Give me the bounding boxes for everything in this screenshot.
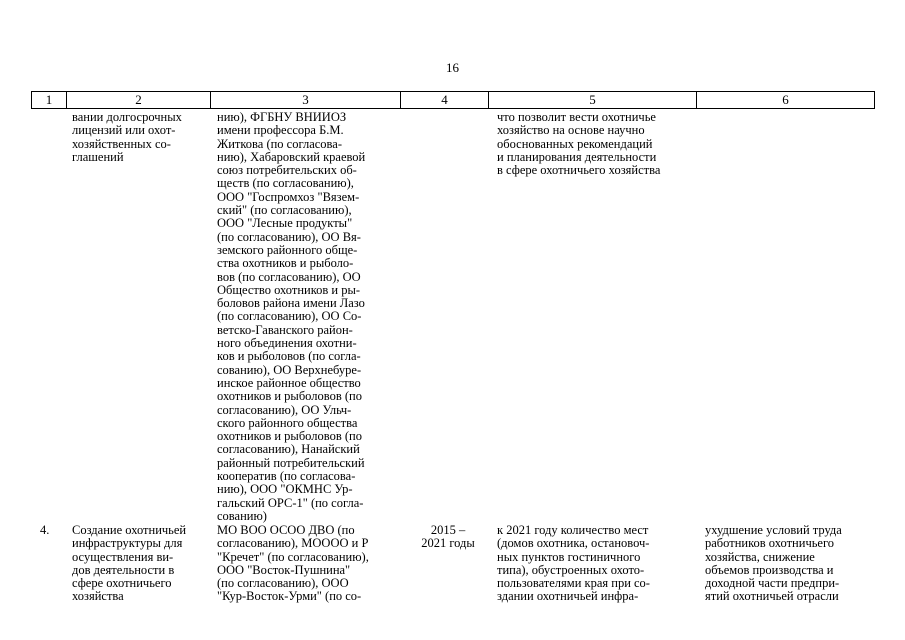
header-row [32,92,875,109]
text-line: ский" (по согласованию), [217,203,352,218]
row4-col4 [405,524,491,551]
text-line: кооператив (по согласова- [217,469,356,484]
text-line: ООО "Госпромхоз "Вязем- [217,189,360,204]
text-line: хозяйства [72,589,124,604]
text-line: сованию), ОО Верхнебуре- [217,362,362,377]
header-col-3: 3 [211,92,401,109]
text-line: инское районное общество [217,375,361,390]
text-line: согласованию), ОО Ульч- [217,402,352,417]
text-line: глашений [72,149,124,164]
text-line: ского районного общества [217,415,358,430]
row4-col2 [72,524,186,604]
text-line: ухудшение условий труда [705,523,842,537]
text-line: работников охотничьего [705,536,835,551]
text-line: ков и рыболовов (по согла- [217,349,361,364]
text-line: ществ (по согласованию), [217,176,354,191]
text-line: (по согласованию), ООО [217,576,349,591]
text-line: 2015 – [430,523,466,537]
text-line: охотников и рыболовов (по [217,389,362,404]
text-line: согласованию), Нанайский [217,442,360,457]
text-line: гальский ОРС-1" (по согла- [217,495,364,510]
text-line: (по согласованию), ОО Вя- [217,229,361,244]
text-line: согласованию), МОООО и Р [217,536,369,551]
text-line: Создание охотничьей [72,523,187,537]
text-line: Житкова (по согласова- [217,136,342,151]
text-line: ных пунктов гостиничного [497,549,641,564]
header-col-2: 2 [67,92,211,109]
text-line: пользователями края при со- [497,576,650,591]
text-line: боловов района имени Лазо [217,296,365,311]
header-col-5: 5 [489,92,697,109]
row4-col6 [705,524,842,604]
text-line: и планирования деятельности [497,149,657,164]
text-line: здании охотничьей инфра- [497,589,639,604]
text-line: к 2021 году количество мест [497,523,649,537]
text-line: ООО "Лесные продукты" [217,216,353,231]
text-line: ного объединения охотни- [217,336,357,351]
continuation-col5 [497,111,660,177]
text-line: вов (по согласованию), ОО [217,269,361,284]
text-line: что позволит вести охотничье [497,110,656,124]
text-line: хозяйство на основе научно [497,123,645,138]
text-line: вании долгосрочных [72,110,182,124]
text-line: ветско-Гаванского район- [217,322,353,337]
text-line: инфраструктуры для [72,536,183,551]
continuation-col2 [72,111,182,164]
text-line: нию), Хабаровский краевой [217,149,366,164]
text-line: лицензий или охот- [72,123,176,138]
header-col-4: 4 [401,92,489,109]
text-line: имени профессора Б.М. [217,123,344,138]
text-line: в сфере охотничьего хозяйства [497,163,661,178]
text-line: ООО "Восток-Пушнина" [217,562,351,577]
text-line: осуществления ви- [72,549,174,564]
table-header [31,91,875,109]
text-line: хозяйственных со- [72,136,171,151]
text-line: земского районного обще- [217,242,358,257]
text-line: нию), ООО "ОКМНС Ур- [217,482,353,497]
row4-col3 [217,524,369,604]
text-line: союз потребительских об- [217,163,357,178]
header-col-1: 1 [32,92,67,109]
row4-number: 4. [40,523,50,537]
text-line: сфере охотничьего [72,576,172,591]
text-line: "Кречет" (по согласованию), [217,549,369,564]
text-line: сованию) [217,508,267,523]
text-line: доходной части предпри- [705,576,840,591]
text-line: (по согласованию), ОО Со- [217,309,362,324]
text-line: районный потребительский [217,455,365,470]
page-number: 16 [446,60,459,75]
text-line: типа), обустроенных охото- [497,562,645,577]
text-line: Общество охотников и ры- [217,282,361,297]
text-line: (домов охотника, остановоч- [497,536,650,551]
text-line: дов деятельности в [72,562,175,577]
text-line: хозяйства, снижение [705,549,815,564]
text-line: объемов производства и [705,562,834,577]
text-line: ства охотников и рыболо- [217,256,354,271]
header-col-6: 6 [697,92,875,109]
row4-col5 [497,524,650,604]
text-line: "Кур-Восток-Урми" (по со- [217,589,362,604]
text-line: 2021 годы [421,536,475,551]
continuation-col3 [217,111,365,523]
text-line: охотников и рыболовов (по [217,429,362,444]
text-line: обоснованных рекомендаций [497,136,653,151]
text-line: ятий охотничьей отрасли [705,589,839,604]
text-line: МО ВОО ОСОО ДВО (по [217,523,355,537]
text-line: нию), ФГБНУ ВНИИОЗ [217,110,347,124]
